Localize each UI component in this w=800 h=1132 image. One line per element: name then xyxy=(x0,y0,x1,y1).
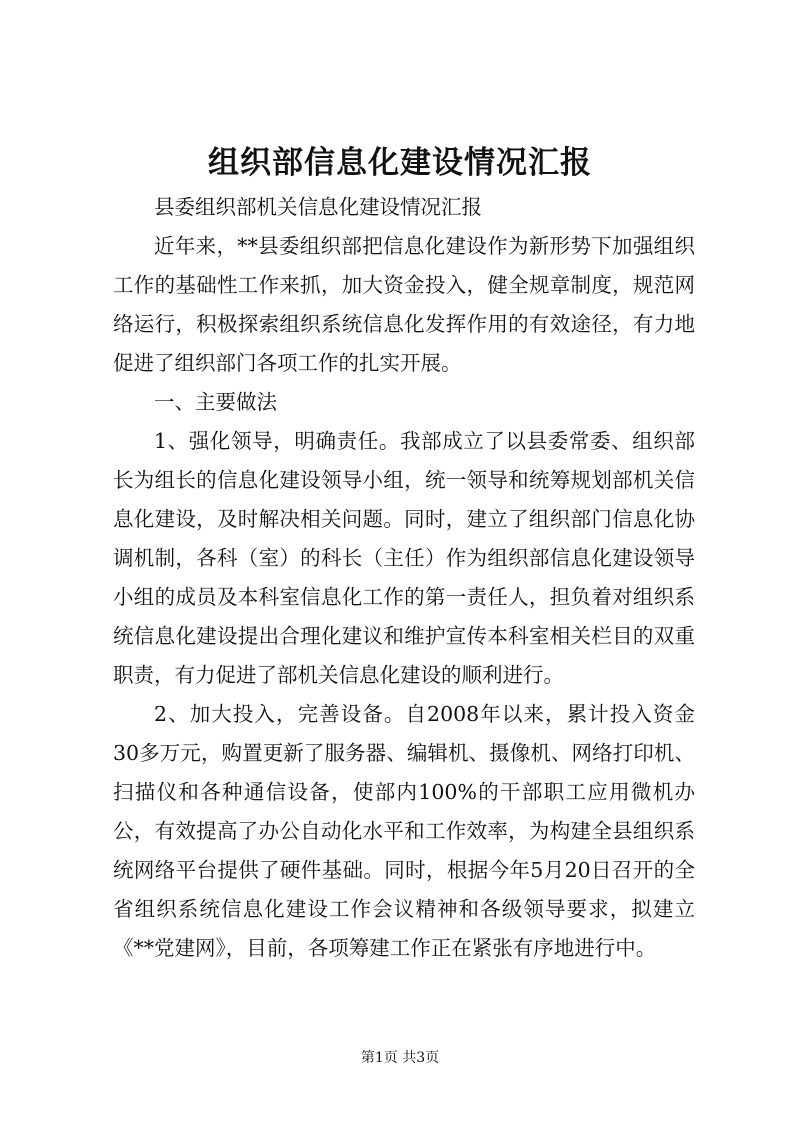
body-paragraph: 2、加大投入，完善设备。自2008年以来，累计投入资金30多万元，购置更新了服务器、编辑机、摄像机、网络打印机、扫描仪和各种通信设备，使部内100%的干部职工应用微机办公，有效提高了办公自动化水平和工作效率，为构建全县组织系统网络平台提供了硬件基础。同时，根据今年5月20日召开的全省组织系统信息化建设工作会议精神和各级领导要求，拟建立《**党建网》，目前，各项筹建工作正在紧张有序地进行中。 xyxy=(113,702,695,960)
section-heading: 一、主要做法 xyxy=(154,390,277,414)
page-number-footer: 第1页 共3页 xyxy=(360,1050,440,1066)
document-body xyxy=(113,188,695,968)
intro-paragraph: 近年来，**县委组织部把信息化建设作为新形势下加强组织工作的基础性工作来抓，加大资金投入，健全规章制度，规范网络运行，积极探索组织系统信息化发挥作用的有效途径，有力地促进了组织部门各项工作的扎实开展。 xyxy=(113,234,695,375)
subtitle-paragraph: 县委组织部机关信息化建设情况汇报 xyxy=(154,195,482,219)
body-paragraph: 1、强化领导，明确责任。我部成立了以县委常委、组织部长为组长的信息化建设领导小组，统一领导和统筹规划部机关信息化建设，及时解决相关问题。同时，建立了组织部门信息化协调机制，各科（室）的科长（主任）作为组织部信息化建设领导小组的成员及本科室信息化工作的第一责任人，担负着对组织系统信息化建设提出合理化建议和维护宣传本科室相关栏目的双重职责，有力促进了部机关信息化建设的顺利进行。 xyxy=(113,429,695,687)
document-title: 组织部信息化建设情况汇报 xyxy=(208,145,592,181)
